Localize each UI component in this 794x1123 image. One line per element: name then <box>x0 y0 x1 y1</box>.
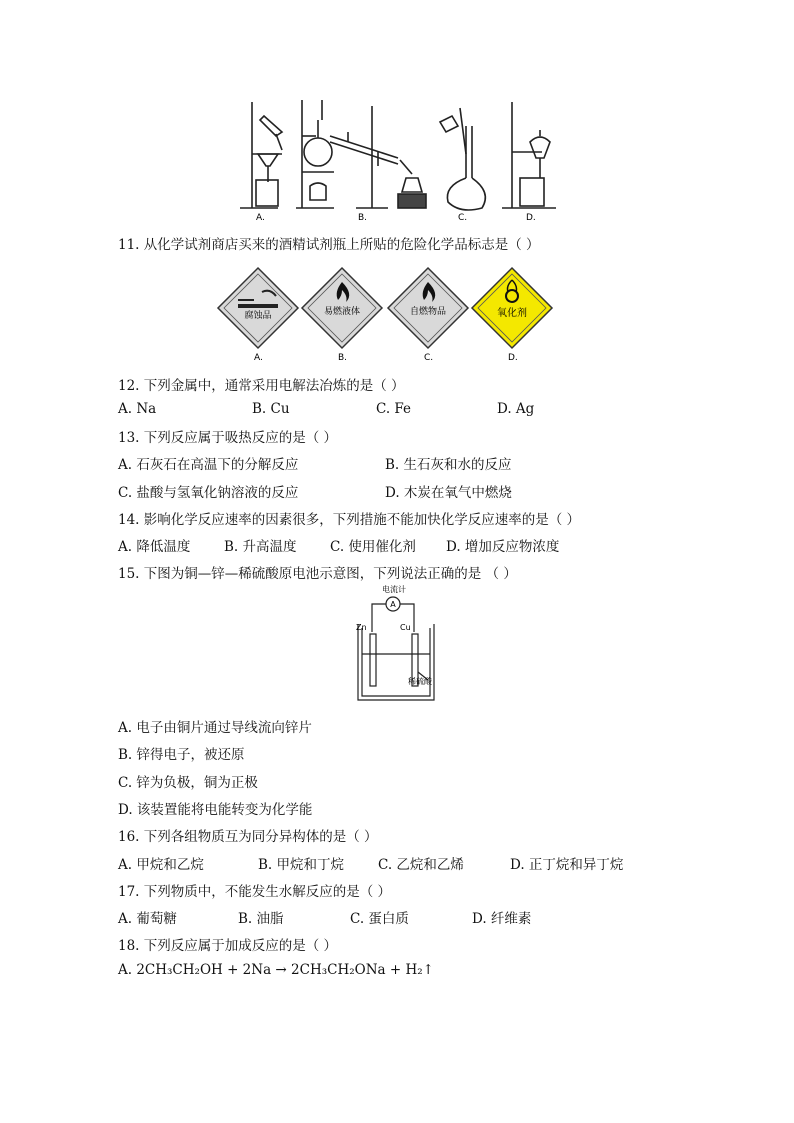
q13-option-d: D. 木炭在氧气中燃烧 <box>385 485 512 501</box>
q13-option-b: B. 生石灰和水的反应 <box>385 457 512 473</box>
q16-option-b: B. 甲烷和丁烷 <box>258 857 345 873</box>
sign-b-letter: B. <box>338 353 348 363</box>
sign-a-text: 腐蚀品 <box>244 311 272 321</box>
q12-option-c: C. Fe <box>376 401 412 417</box>
sign-d-letter: D. <box>508 353 518 363</box>
q16-option-c: C. 乙烷和乙烯 <box>378 857 464 873</box>
ammeter-symbol: A <box>390 600 396 609</box>
q13-option-c: C. 盐酸与氢氧化钠溶液的反应 <box>118 485 299 501</box>
q13-stem: 13. 下列反应属于吸热反应的是（ ） <box>118 430 338 446</box>
sign-d-text: 氧化剂 <box>497 308 527 319</box>
apparatus-label-c: C. <box>458 213 468 222</box>
cell-left-electrode: Zn <box>356 623 367 632</box>
q14-option-c: C. 使用催化剂 <box>330 539 416 555</box>
q16-option-d: D. 正丁烷和异丁烷 <box>510 857 624 873</box>
apparatus-label-d: D. <box>526 213 536 222</box>
q16-option-a: A. 甲烷和乙烷 <box>118 857 204 873</box>
q14-option-b: B. 升高温度 <box>224 539 297 555</box>
q15-option-d: D. 该装置能将电能转变为化学能 <box>118 802 313 818</box>
cell-meter-label: 电流计 <box>382 585 406 594</box>
cell-solution-label: 稀硫酸 <box>408 677 432 686</box>
sign-spontaneous-combustion <box>388 268 468 363</box>
q12-stem: 12. 下列金属中，通常采用电解法冶炼的是（ ） <box>118 378 405 394</box>
sign-oxidizer <box>472 268 552 363</box>
q14-option-a: A. 降低温度 <box>118 539 191 555</box>
sign-corrosive <box>218 268 298 363</box>
q13-option-a: A. 石灰石在高温下的分解反应 <box>118 457 299 473</box>
q15-option-b: B. 锌得电子，被还原 <box>118 747 245 763</box>
q17-option-c: C. 蛋白质 <box>350 911 409 927</box>
cell-right-electrode: Cu <box>400 623 411 632</box>
q17-stem: 17. 下列物质中，不能发生水解反应的是（ ） <box>118 884 392 900</box>
q14-stem: 14. 影响化学反应速率的因素很多，下列措施不能加快化学反应速率的是（ ） <box>118 512 581 528</box>
sign-b-text: 易燃液体 <box>323 307 361 317</box>
q17-option-b: B. 油脂 <box>238 911 284 927</box>
sign-c-letter: C. <box>424 353 434 363</box>
q18-stem: 18. 下列反应属于加成反应的是（ ） <box>118 938 338 954</box>
apparatus-label-a: A. <box>256 213 265 222</box>
q17-option-d: D. 纤维素 <box>472 911 532 927</box>
galvanic-cell-figure <box>352 584 448 708</box>
hazard-signs <box>214 264 554 364</box>
apparatus-figure <box>230 96 560 222</box>
q12-option-b: B. Cu <box>252 401 290 417</box>
q16-stem: 16. 下列各组物质互为同分异构体的是（ ） <box>118 829 378 845</box>
q18-option-a: A. 2CH₃CH₂OH + 2Na → 2CH₃CH₂ONa + H₂↑ <box>118 962 434 978</box>
q14-option-d: D. 增加反应物浓度 <box>446 539 560 555</box>
sign-a-letter: A. <box>254 353 263 363</box>
q17-option-a: A. 葡萄糖 <box>118 911 177 927</box>
q11-stem: 11. 从化学试剂商店买来的酒精试剂瓶上所贴的危险化学品标志是（ ） <box>118 237 540 253</box>
q12-option-d: D. Ag <box>497 401 535 417</box>
sign-c-text: 自燃物品 <box>409 307 447 317</box>
q12-option-a: A. Na <box>118 401 157 417</box>
q15-option-c: C. 锌为负极，铜为正极 <box>118 775 258 791</box>
q15-option-a: A. 电子由铜片通过导线流向锌片 <box>118 720 312 736</box>
apparatus-label-b: B. <box>358 213 368 222</box>
sign-flammable-liquid <box>302 268 382 363</box>
q15-stem: 15. 下图为铜—锌—稀硫酸原电池示意图，下列说法正确的是 （ ） <box>118 566 517 582</box>
